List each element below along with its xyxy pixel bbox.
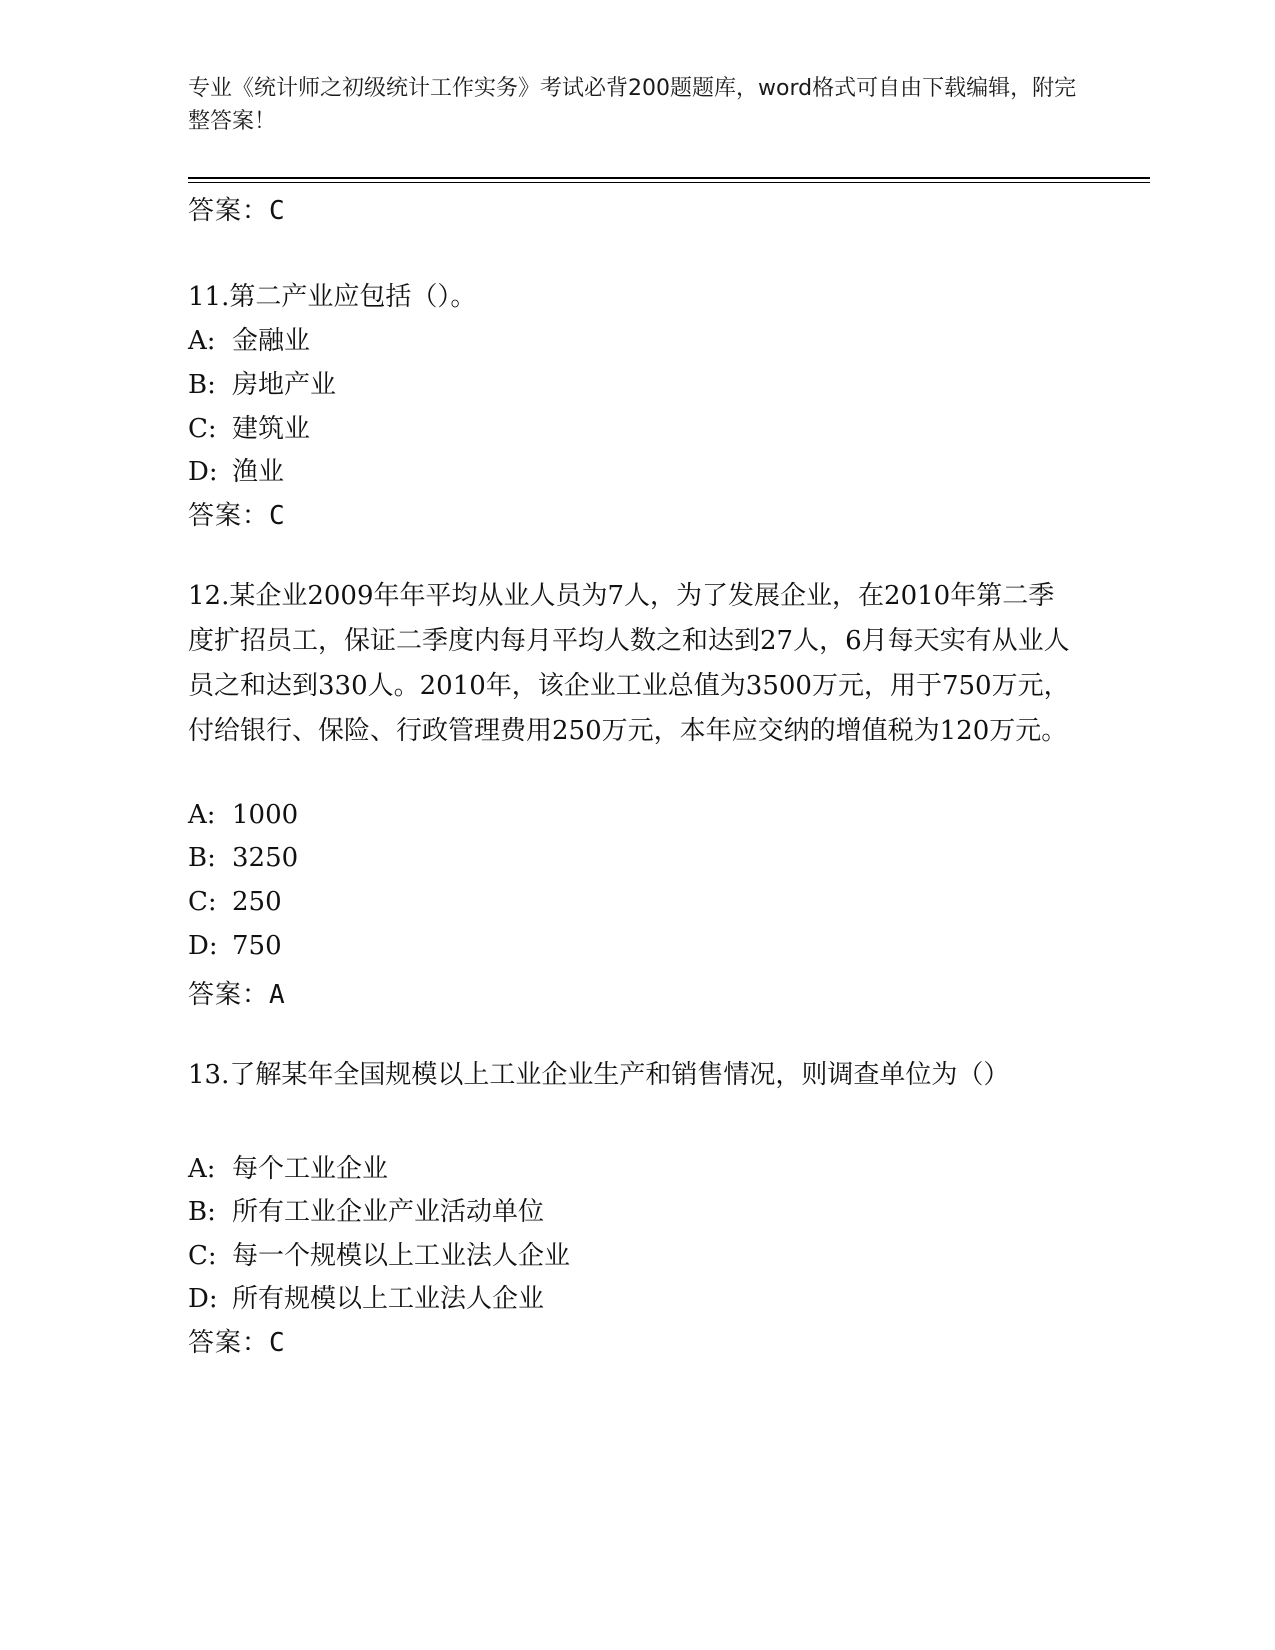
- option: [188, 843, 298, 873]
- option-text: 250: [232, 887, 282, 917]
- option-text: 所有规模以上工业法人企业: [232, 1284, 545, 1314]
- previous-answer: 答案：C: [188, 196, 286, 226]
- option-text: 1000: [232, 800, 299, 830]
- document-header: 专业《统计师之初级统计工作实务》考试必背200题题库，word格式可自由下载编辑，附完整答案！: [188, 76, 1077, 134]
- option-text: 3250: [232, 843, 299, 873]
- option-letter: C:: [188, 1241, 217, 1271]
- option-letter: B:: [188, 370, 216, 400]
- option-text: 渔业: [232, 457, 285, 487]
- option-text: 每一个规模以上工业法人企业: [232, 1241, 571, 1271]
- option: [188, 1191, 544, 1228]
- option-text: 金融业: [232, 326, 311, 356]
- option: [188, 1235, 570, 1272]
- option-text: 每个工业企业: [232, 1154, 389, 1184]
- option: [188, 408, 310, 445]
- option-letter: C:: [188, 414, 217, 444]
- answer: 答案：A: [188, 980, 286, 1010]
- answer: 答案：C: [188, 1328, 286, 1358]
- option-letter: C:: [188, 887, 217, 917]
- option: [188, 800, 298, 830]
- option: [188, 364, 336, 401]
- option-letter: A:: [188, 326, 216, 356]
- option-letter: D:: [188, 1284, 218, 1314]
- option-letter: A:: [188, 1154, 216, 1184]
- question-stem: 11.第二产业应包括（）。: [188, 282, 477, 312]
- option: [188, 887, 282, 917]
- question-stem: 13.了解某年全国规模以上工业企业生产和销售情况，则调查单位为（）: [188, 1060, 1010, 1090]
- option-letter: A:: [188, 800, 216, 830]
- option-text: 房地产业: [232, 370, 337, 400]
- answer: 答案：C: [188, 501, 286, 531]
- option-letter: B:: [188, 843, 216, 873]
- header-divider-thick: [188, 177, 1150, 179]
- option: [188, 1148, 388, 1185]
- option: [188, 451, 284, 488]
- option: [188, 320, 310, 357]
- option-letter: D:: [188, 931, 218, 961]
- option-letter: B:: [188, 1197, 216, 1227]
- option-text: 建筑业: [232, 414, 311, 444]
- option: [188, 1278, 544, 1315]
- header-divider-thin: [188, 182, 1150, 183]
- option: [188, 931, 282, 961]
- question-stem: 12.某企业2009年年平均从业人员为7人，为了发展企业，在2010年第二季度扩招员工，保证二季度内每月平均人数之和达到27人，6月每天实有从业人员之和达到330人。2010年，该企业工业总值为3500万元，用于750万元，付给银行、保险、行政管理费用250万元，本年应交纳的增值税为120万元。: [188, 581, 1070, 746]
- option-text: 750: [232, 931, 282, 961]
- option-text: 所有工业企业产业活动单位: [232, 1197, 545, 1227]
- option-letter: D:: [188, 457, 218, 487]
